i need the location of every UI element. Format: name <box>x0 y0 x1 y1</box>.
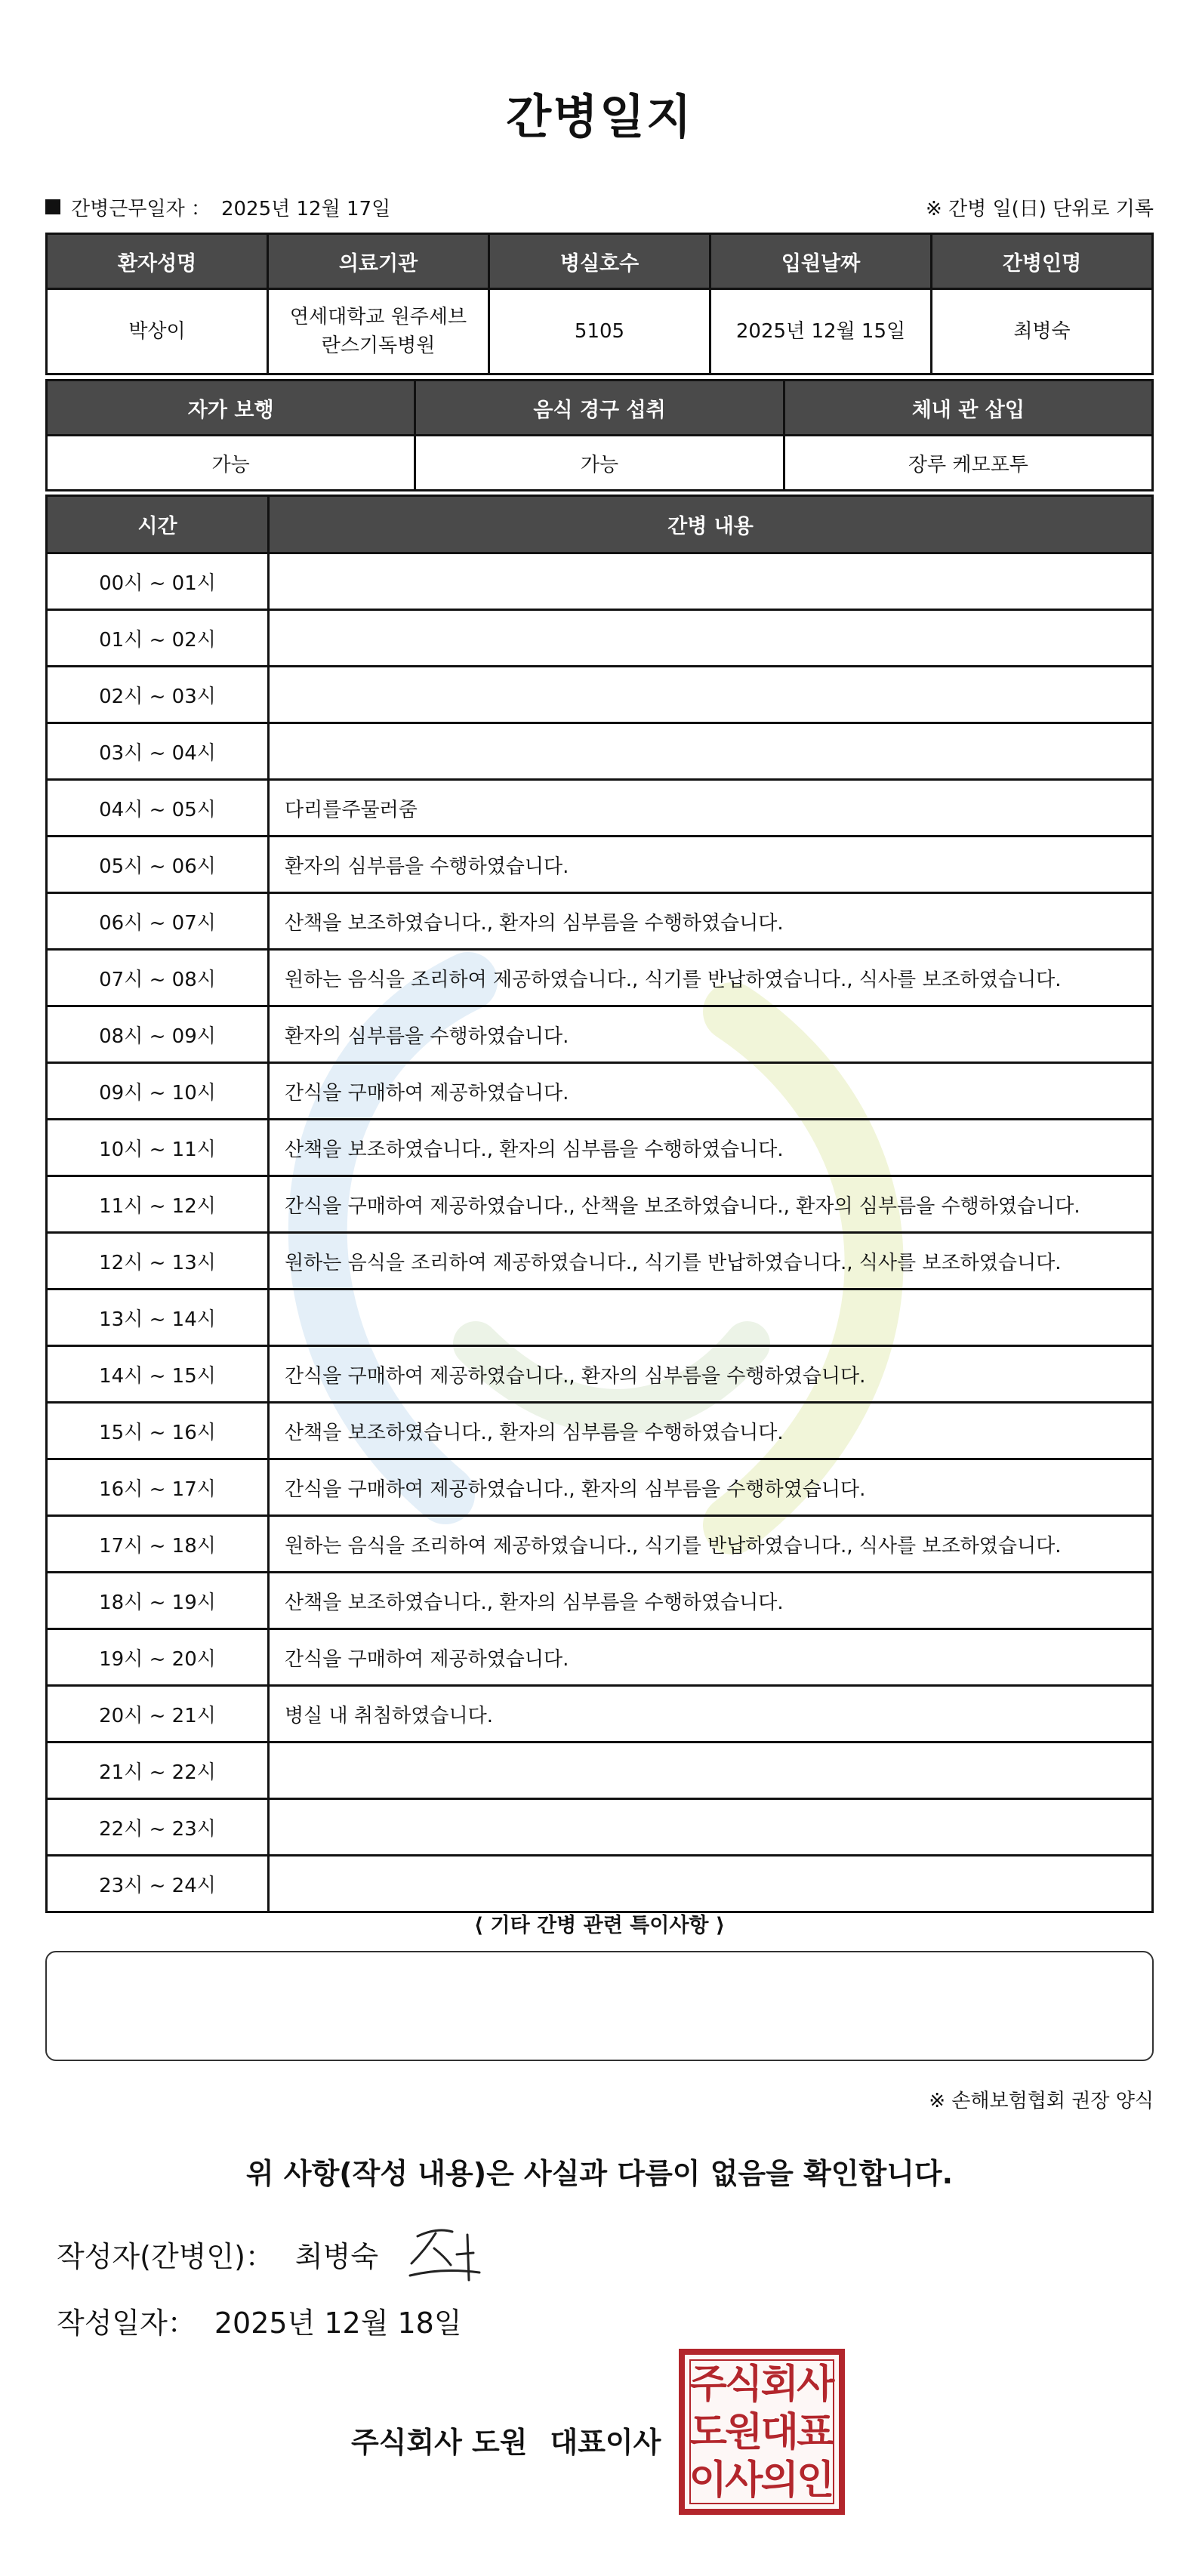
log-row <box>47 553 1153 610</box>
header-tube-insertion: 체내 관 삽입 <box>784 381 1152 436</box>
seal-character: 사 <box>797 2362 835 2408</box>
header-care-content: 간병 내용 <box>269 496 1153 553</box>
patient-info-table <box>45 233 1154 375</box>
log-content: 원하는 음식을 조리하여 제공하였습니다., 식기를 반납하였습니다., 식사를 보조하였습니다. <box>269 950 1153 1006</box>
log-row <box>47 1063 1153 1120</box>
patient-name: 박상이 <box>47 289 268 374</box>
log-row <box>47 1346 1153 1403</box>
log-time: 04시 ~ 05시 <box>47 780 269 837</box>
square-bullet-icon <box>45 199 60 214</box>
log-content: 간식을 구매하여 제공하였습니다., 환자의 심부름을 수행하였습니다. <box>269 1459 1153 1516</box>
log-row <box>47 837 1153 893</box>
log-time: 11시 ~ 12시 <box>47 1176 269 1233</box>
log-row <box>47 780 1153 837</box>
remarks-box <box>45 1951 1154 2061</box>
seal-character: 식 <box>725 2362 763 2408</box>
log-row <box>47 1176 1153 1233</box>
log-time: 12시 ~ 13시 <box>47 1233 269 1290</box>
work-date-value: 2025년 12월 17일 <box>220 197 391 220</box>
written-date-value: 2025년 12월 18일 <box>214 2306 462 2340</box>
log-content: 간식을 구매하여 제공하였습니다. <box>269 1063 1153 1120</box>
log-row <box>47 1686 1153 1742</box>
seal-character: 원 <box>725 2410 763 2455</box>
log-time: 07시 ~ 08시 <box>47 950 269 1006</box>
log-row <box>47 1573 1153 1629</box>
log-time: 19시 ~ 20시 <box>47 1629 269 1686</box>
header-caregiver-name: 간병인명 <box>932 234 1153 289</box>
log-content: 병실 내 취침하였습니다. <box>269 1686 1153 1742</box>
log-content: 산책을 보조하였습니다., 환자의 심부름을 수행하였습니다. <box>269 893 1153 950</box>
hourly-care-log-table <box>45 495 1154 1913</box>
log-row <box>47 950 1153 1006</box>
log-content: 산책을 보조하였습니다., 환자의 심부름을 수행하였습니다. <box>269 1573 1153 1629</box>
log-content: 산책을 보조하였습니다., 환자의 심부름을 수행하였습니다. <box>269 1120 1153 1176</box>
header-hospital: 의료기관 <box>268 234 489 289</box>
log-content: 환자의 심부름을 수행하였습니다. <box>269 837 1153 893</box>
log-content <box>269 553 1153 610</box>
oral-intake-value: 가능 <box>415 436 784 491</box>
log-time: 20시 ~ 21시 <box>47 1686 269 1742</box>
log-time: 14시 ~ 15시 <box>47 1346 269 1403</box>
written-date-label: 작성일자： <box>57 2306 196 2340</box>
seal-character: 도 <box>689 2410 727 2455</box>
log-time: 09시 ~ 10시 <box>47 1063 269 1120</box>
page-title: 간병일지 <box>506 89 693 144</box>
log-content: 원하는 음식을 조리하여 제공하였습니다., 식기를 반납하였습니다., 식사를 보조하였습니다. <box>269 1516 1153 1573</box>
company-name: 주식회사 도원 <box>351 2426 528 2459</box>
seal-character: 대 <box>760 2410 799 2455</box>
log-content <box>269 1856 1153 1912</box>
log-time: 23시 ~ 24시 <box>47 1856 269 1912</box>
log-time: 01시 ~ 02시 <box>47 610 269 667</box>
header-time: 시간 <box>47 496 269 553</box>
log-content <box>269 723 1153 780</box>
log-row <box>47 1516 1153 1573</box>
self-walking-value: 가능 <box>47 436 415 491</box>
log-time: 22시 ~ 23시 <box>47 1799 269 1856</box>
patient-status-table <box>45 379 1154 491</box>
log-row <box>47 1799 1153 1856</box>
writer-name: 최병숙 <box>294 2240 379 2273</box>
caregiver-name: 최병숙 <box>932 289 1153 374</box>
log-content: 환자의 심부름을 수행하였습니다. <box>269 1006 1153 1063</box>
log-row <box>47 893 1153 950</box>
log-content: 간식을 구매하여 제공하였습니다., 산책을 보조하였습니다., 환자의 심부름을 수행하였습니다. <box>269 1176 1153 1233</box>
log-time: 18시 ~ 19시 <box>47 1573 269 1629</box>
log-time: 02시 ~ 03시 <box>47 667 269 723</box>
log-content: 산책을 보조하였습니다., 환자의 심부름을 수행하였습니다. <box>269 1403 1153 1459</box>
log-row <box>47 723 1153 780</box>
log-row <box>47 1290 1153 1346</box>
log-row <box>47 1742 1153 1799</box>
log-content: 간식을 구매하여 제공하였습니다., 환자의 심부름을 수행하였습니다. <box>269 1346 1153 1403</box>
log-content: 간식을 구매하여 제공하였습니다. <box>269 1629 1153 1686</box>
hospital-name: 연세대학교 원주세브 란스기독병원 <box>268 289 489 374</box>
tube-insertion-value: 장루 케모포투 <box>784 436 1152 491</box>
log-row <box>47 1459 1153 1516</box>
log-content <box>269 1742 1153 1799</box>
log-time: 00시 ~ 01시 <box>47 553 269 610</box>
log-row <box>47 667 1153 723</box>
log-content <box>269 1799 1153 1856</box>
header-oral-intake: 음식 경구 섭취 <box>415 381 784 436</box>
log-content <box>269 1290 1153 1346</box>
log-row <box>47 1403 1153 1459</box>
log-row <box>47 1856 1153 1912</box>
log-row <box>47 1233 1153 1290</box>
company-signature-line <box>351 2419 661 2460</box>
seal-character: 주 <box>689 2362 727 2408</box>
log-row <box>47 1006 1153 1063</box>
log-time: 03시 ~ 04시 <box>47 723 269 780</box>
log-content: 다리를주물러줌 <box>269 780 1153 837</box>
room-number: 5105 <box>489 289 710 374</box>
work-date <box>45 193 390 221</box>
seal-character: 사 <box>725 2457 763 2504</box>
log-row <box>47 1120 1153 1176</box>
handwritten-signature-icon <box>404 2220 487 2288</box>
header-room-number: 병실호수 <box>489 234 710 289</box>
seal-character: 이 <box>689 2457 727 2504</box>
log-time: 06시 ~ 07시 <box>47 893 269 950</box>
seal-character: 의 <box>760 2457 799 2504</box>
meta-row <box>45 190 1154 223</box>
log-content: 원하는 음식을 조리하여 제공하였습니다., 식기를 반납하였습니다., 식사를 보조하였습니다. <box>269 1233 1153 1290</box>
writer-label: 작성자(간병인)： <box>57 2240 274 2273</box>
form-source-note: ※ 손해보험협회 권장 양식 <box>929 2090 1154 2112</box>
written-date-row <box>57 2300 462 2341</box>
confirmation-statement: 위 사항(작성 내용)은 사실과 다름이 없음을 확인합니다. <box>245 2157 954 2190</box>
log-time: 08시 ~ 09시 <box>47 1006 269 1063</box>
log-time: 13시 ~ 14시 <box>47 1290 269 1346</box>
seal-character: 회 <box>760 2362 799 2408</box>
work-date-label: 간병근무일자 ： <box>71 197 211 220</box>
writer-row <box>57 2233 378 2275</box>
log-time: 17시 ~ 18시 <box>47 1516 269 1573</box>
seal-character: 인 <box>797 2457 835 2504</box>
log-time: 15시 ~ 16시 <box>47 1403 269 1459</box>
seal-character: 표 <box>797 2410 835 2455</box>
log-row <box>47 1629 1153 1686</box>
log-time: 16시 ~ 17시 <box>47 1459 269 1516</box>
header-admission-date: 입원날짜 <box>710 234 932 289</box>
company-title: 대표이사 <box>550 2426 661 2459</box>
company-seal-stamp-icon <box>678 2348 846 2516</box>
log-row <box>47 610 1153 667</box>
header-patient-name: 환자성명 <box>47 234 268 289</box>
log-content <box>269 610 1153 667</box>
header-self-walking: 자가 보행 <box>47 381 415 436</box>
log-time: 21시 ~ 22시 <box>47 1742 269 1799</box>
daily-record-note: ※ 간병 일(日) 단위로 기록 <box>925 197 1154 220</box>
log-content <box>269 667 1153 723</box>
remarks-title: ⟨ 기타 간병 관련 특이사항 ⟩ <box>473 1914 726 1937</box>
admission-date: 2025년 12월 15일 <box>710 289 932 374</box>
log-time: 05시 ~ 06시 <box>47 837 269 893</box>
log-time: 10시 ~ 11시 <box>47 1120 269 1176</box>
